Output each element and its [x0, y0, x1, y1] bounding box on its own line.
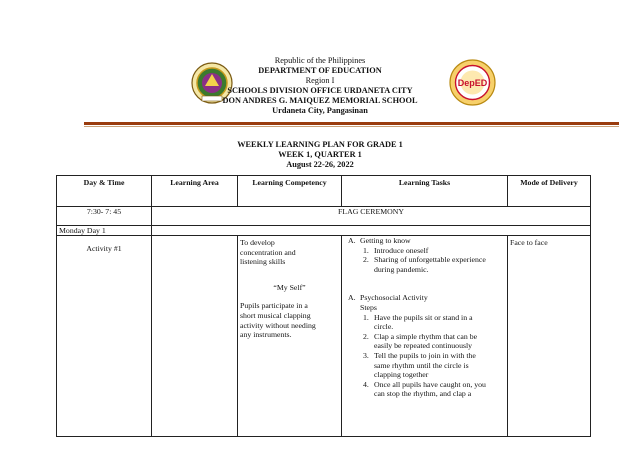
competency-desc-line: any instruments.	[240, 330, 292, 340]
column-header-tasks: Learning Tasks	[342, 176, 508, 207]
task-item-number: 4.	[363, 379, 369, 389]
task-item-number: 2.	[363, 255, 369, 265]
document-header	[0, 0, 640, 130]
task-section-psychosocial	[344, 293, 505, 303]
day-label-empty	[152, 226, 591, 236]
task-item-number: 1.	[363, 312, 369, 322]
plan-title-line-2: WEEK 1, QUARTER 1	[278, 150, 362, 159]
task-item-line: same rhythm until the circle is	[374, 360, 469, 370]
column-header-learning-area: Learning Area	[152, 176, 238, 207]
task-marker: A.	[348, 293, 356, 303]
flag-time-cell: 7:30- 7: 45	[57, 207, 152, 226]
competency-description	[240, 301, 339, 339]
task-heading: Psychosocial Activity	[360, 293, 428, 303]
republic-line: Republic of the Philippines	[274, 56, 366, 65]
competency-line: To develop	[240, 238, 275, 247]
task-item-line: Tell the pupils to join in with the	[374, 350, 476, 360]
competency-text	[240, 236, 339, 267]
task-item-line: Have the pupils sit or stand in a	[374, 312, 473, 322]
competency-cell	[238, 236, 342, 437]
table-row-flag	[57, 207, 591, 226]
division-line: SCHOOLS DIVISION OFFICE URDANETA CITY	[227, 86, 413, 95]
plan-title-line-3: August 22-26, 2022	[286, 160, 354, 169]
header-rule-thin	[84, 126, 619, 127]
task-item	[344, 380, 505, 399]
task-item	[344, 246, 505, 256]
task-item-line: can stop the rhythm, and clap a	[374, 389, 472, 399]
competency-line: concentration and	[240, 247, 296, 257]
task-item-number: 3.	[363, 350, 369, 360]
column-header-competency: Learning Competency	[238, 176, 342, 207]
table-row-activity	[57, 236, 591, 437]
task-item-line: easily be repeated continuously	[374, 341, 473, 351]
column-header-mode: Mode of Delivery	[508, 176, 591, 207]
task-item	[344, 255, 505, 274]
deped-seal-logo	[449, 59, 496, 106]
table-row-day	[57, 226, 591, 236]
task-item	[344, 351, 505, 380]
task-item-line: during pandemic.	[374, 264, 429, 274]
task-item-line: circle.	[374, 322, 394, 332]
competency-desc-line: short musical clapping	[240, 310, 311, 320]
task-item-line: Once all pupils have caught on, you	[374, 379, 486, 389]
task-item-number: 2.	[363, 331, 369, 341]
header-text-block	[220, 56, 420, 116]
task-item-line: Introduce oneself	[374, 245, 429, 255]
task-item	[344, 332, 505, 351]
location-line: Urdaneta City, Pangasinan	[272, 106, 368, 115]
competency-title: “My Self”	[273, 282, 306, 292]
task-steps-label: Steps	[360, 302, 377, 312]
competency-line: listening skills	[240, 257, 286, 267]
deped-logo-text: DepED	[457, 78, 488, 88]
tasks-cell	[342, 236, 508, 437]
learning-area-cell	[152, 236, 238, 437]
table-header-row	[57, 176, 591, 207]
plan-title-line-1: WEEKLY LEARNING PLAN FOR GRADE 1	[237, 140, 403, 149]
day-label-cell: Monday Day 1	[57, 226, 152, 236]
task-marker: A.	[348, 236, 356, 245]
task-item-line: clapping together	[374, 370, 429, 380]
task-item-line: Clap a simple rhythm that can be	[374, 331, 478, 341]
mode-of-delivery: Face to face	[510, 238, 548, 247]
department-line: DEPARTMENT OF EDUCATION	[258, 66, 382, 75]
column-header-day-time: Day & Time	[57, 176, 152, 207]
plan-title	[170, 140, 470, 170]
competency-desc-line: Pupils participate in a	[240, 301, 308, 311]
task-heading: Getting to know	[360, 236, 411, 245]
activity-cell	[57, 236, 152, 437]
learning-plan-table	[56, 175, 591, 437]
task-item-line: Sharing of unforgettable experience	[374, 255, 486, 265]
school-line: DON ANDRES G. MAIQUEZ MEMORIAL SCHOOL	[222, 96, 418, 105]
activity-label: Activity #1	[86, 244, 122, 253]
competency-desc-line: activity without needing	[240, 320, 316, 330]
task-item-number: 1.	[363, 245, 369, 255]
mode-cell	[508, 236, 591, 437]
flag-ceremony-cell: FLAG CEREMONY	[152, 207, 591, 226]
task-item	[344, 313, 505, 332]
region-line: Region I	[305, 76, 335, 85]
task-section-getting-to-know	[344, 236, 505, 246]
header-rule	[84, 122, 619, 125]
